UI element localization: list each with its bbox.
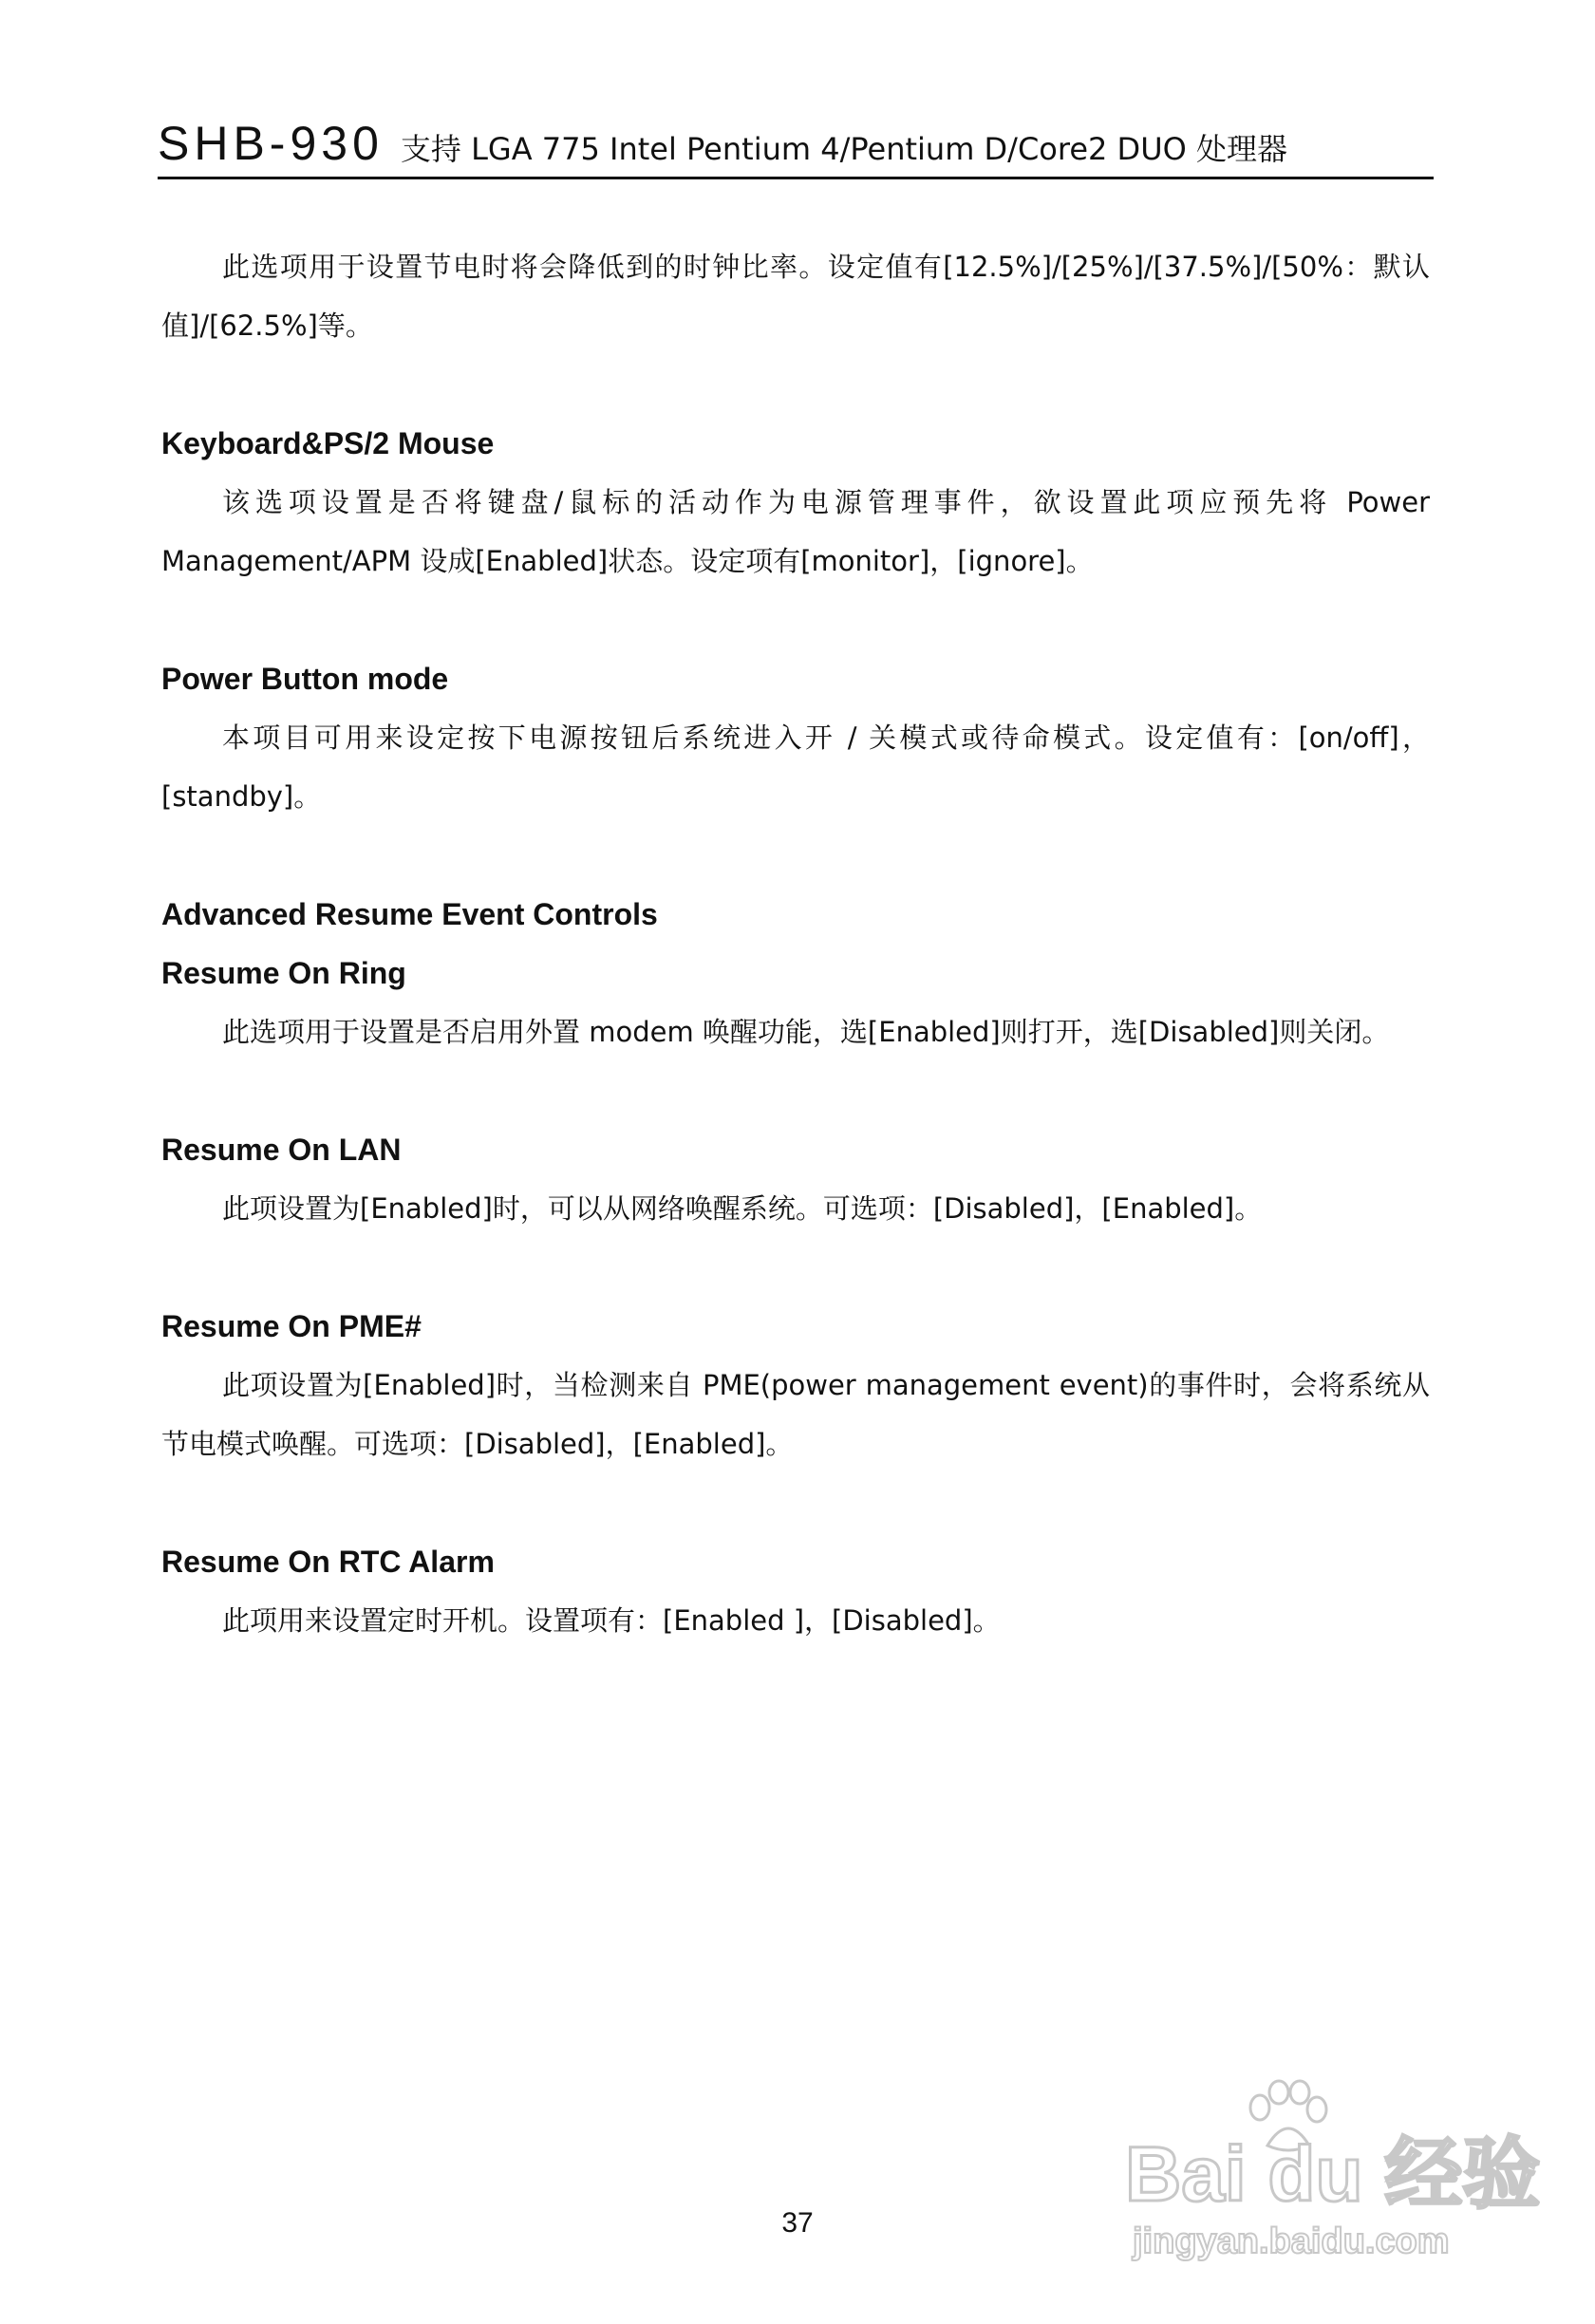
watermark-brand: Bai du 经验 [1125,2131,1541,2218]
section-advanced-resume [161,885,1430,1061]
subsection-title: Resume On Ring [161,956,406,990]
header-subtitle: 支持 LGA 775 Intel Pentium 4/Pentium D/Core2 DUO 处理器 [400,131,1287,167]
intro-paragraph: 此选项用于设置节电时将会降低到的时钟比率。设定值有[12.5%]/[25%]/[37.5%]/[50%：默认值]/[62.5%]等。 [161,251,1430,342]
section-title: Keyboard&PS/2 Mouse [161,426,495,460]
section-paragraph: 此项设置为[Enabled]时，当检测来自 PME(power management event)的事件时，会将系统从节电模式唤醒。可选项：[Disabled]，[Enabled]。 [161,1369,1430,1460]
baidu-watermark [1125,2079,1541,2269]
watermark-url: jingyan.baidu.com [1133,2221,1450,2261]
section-power-button [161,649,1430,826]
section-title: Resume On LAN [161,1133,402,1167]
section-title: Resume On PME# [161,1309,422,1343]
section-paragraph: 此项用来设置定时开机。设置项有：[Enabled ]，[Disabled]。 [222,1604,1001,1637]
section-title: Resume On RTC Alarm [161,1545,495,1579]
page-header [158,116,1434,179]
model-name: SHB-930 [158,117,384,170]
section-paragraph: 该选项设置是否将键盘/鼠标的活动作为电源管理事件，欲设置此项应预先将 Power Management/APM 设成[Enabled]状态。设定项有[monitor]，[ignore]。 [161,486,1430,577]
page-number: 37 [781,2207,814,2239]
section-title: Advanced Resume Event Controls [161,897,658,931]
section-resume-pme [161,1297,1430,1473]
section-resume-rtc [161,1532,1430,1650]
section-intro [161,237,1430,355]
document-body [161,237,1430,1709]
section-keyboard-mouse [161,414,1430,590]
section-paragraph: 此选项用于设置是否启用外置 modem 唤醒功能，选[Enabled]则打开，选[Disabled]则关闭。 [222,1016,1390,1048]
section-paragraph: 本项目可用来设定按下电源按钮后系统进入开 / 关模式或待命模式。设定值有：[on/off]，[standby]。 [161,722,1430,813]
section-title: Power Button mode [161,662,449,696]
section-resume-lan [161,1120,1430,1238]
section-paragraph: 此项设置为[Enabled]时，可以从网络唤醒系统。可选项：[Disabled]，[Enabled]。 [222,1192,1263,1225]
